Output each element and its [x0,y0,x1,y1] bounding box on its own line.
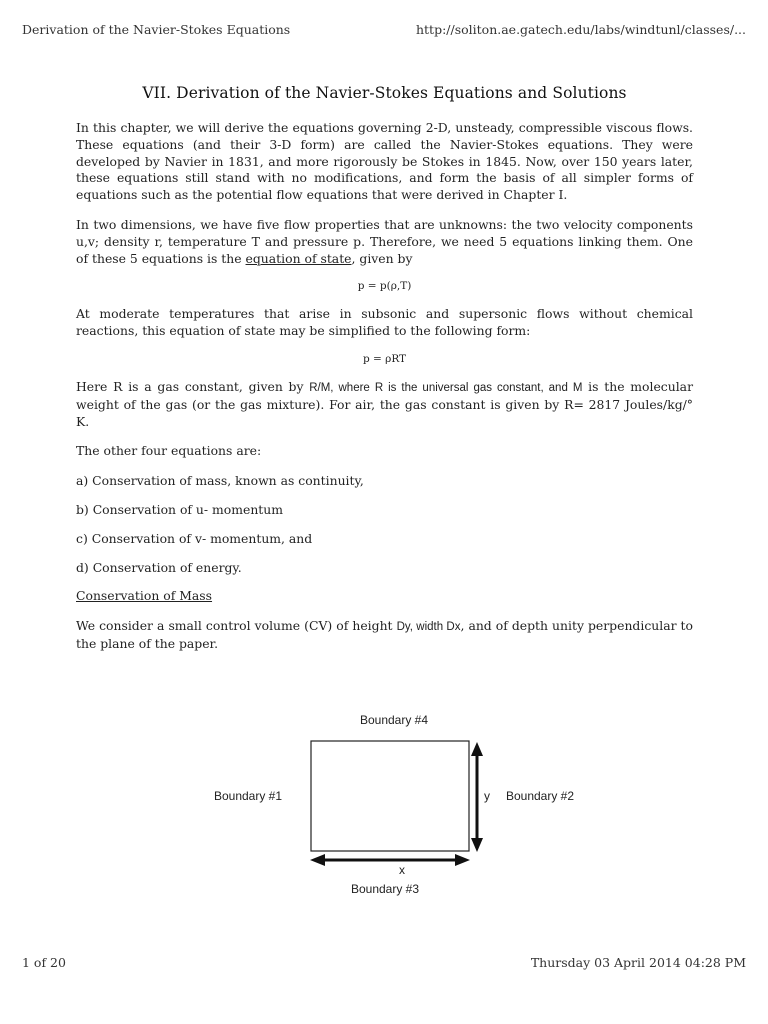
document-title: Derivation of the Navier-Stokes Equations [22,22,291,37]
page-header [22,22,746,42]
equation-of-state-link[interactable]: equation of state [245,250,352,266]
boundary-right-label: Boundary #2 [505,789,575,803]
boundary-left-label: Boundary #1 [213,789,283,803]
height-label: y [484,789,490,803]
boundary-top-label: Boundary #4 [359,713,429,727]
paragraph-moderate-temps: At moderate temperatures that arise in subsonic and supersonic flows without chemical reactions, this equation of state may be simplified to the following form: [76,306,693,339]
list-item-mass: a) Conservation of mass, known as continuity, [76,473,364,489]
control-volume-box [311,741,469,851]
gas-constant-text-b: R/M, where R is the universal gas constant, and M [309,381,583,394]
paragraph-unknowns-text: In two dimensions, we have five flow properties that are unknowns: the two velocity components u,v; density r, temperature T and pressure p. Therefore, we need 5 equations linking them. One of these 5 equations is the [76,216,693,266]
paragraph-control-volume [76,618,693,653]
control-volume-text-c: , and of depth unity perpendicular to the plane of the paper. [76,618,693,651]
print-timestamp: Thursday 03 April 2014 04:28 PM [530,955,746,970]
list-item-energy: d) Conservation of energy. [76,559,242,575]
boundary-bottom-label: Boundary #3 [350,882,420,896]
paragraph-other-equations: The other four equations are: [76,443,262,459]
gas-constant-text-c: is the molecular weight of the gas (or the gas mixture). For air, the gas constant is given by R= 2817 Joules/kg/° K. [76,378,693,429]
width-arrow-head-right [455,854,470,866]
paragraph-unknowns [76,217,693,267]
width-label: x [399,863,405,877]
section-heading-mass: Conservation of Mass [76,588,213,604]
height-arrow-head-up [471,742,483,756]
control-volume-text-a: We consider a small control volume (CV) of height [76,618,397,634]
list-item-u-momentum: b) Conservation of u- momentum [76,501,284,517]
width-arrow-head-left [310,854,325,866]
source-url[interactable]: http://soliton.ae.gatech.edu/labs/windtunl/classes/... [415,22,746,37]
control-volume-diagram [0,700,768,910]
equation-state-general: p = p(ρ,T) [357,280,412,293]
paragraph-gas-constant [76,379,693,430]
control-volume-text-b: Dy, width Dx [396,621,461,634]
height-arrow-head-down [471,838,483,852]
page-footer [22,955,746,975]
equation-ideal-gas: p = ρRT [362,352,407,365]
paragraph-unknowns-end: , given by [351,250,413,266]
gas-constant-text-a: Here R is a gas constant, given by [76,378,310,394]
page-counter: 1 of 20 [22,955,66,970]
chapter-heading: VII. Derivation of the Navier-Stokes Equations and Solutions [142,84,627,102]
list-item-v-momentum: c) Conservation of v- momentum, and [76,530,313,546]
paragraph-intro: In this chapter, we will derive the equations governing 2-D, unsteady, compressible viscous flows. These equations (and their 3-D form) are called the Navier-Stokes equations. They were developed by Navier in 1831, and more rigorously be Stokes in 1845. Now, over 150 years later, these equations still stand with no modifications, and form the basis of all simpler forms of equations such as the potential flow equations that were derived in Chapter I. [76,120,693,203]
document-body [76,84,693,666]
